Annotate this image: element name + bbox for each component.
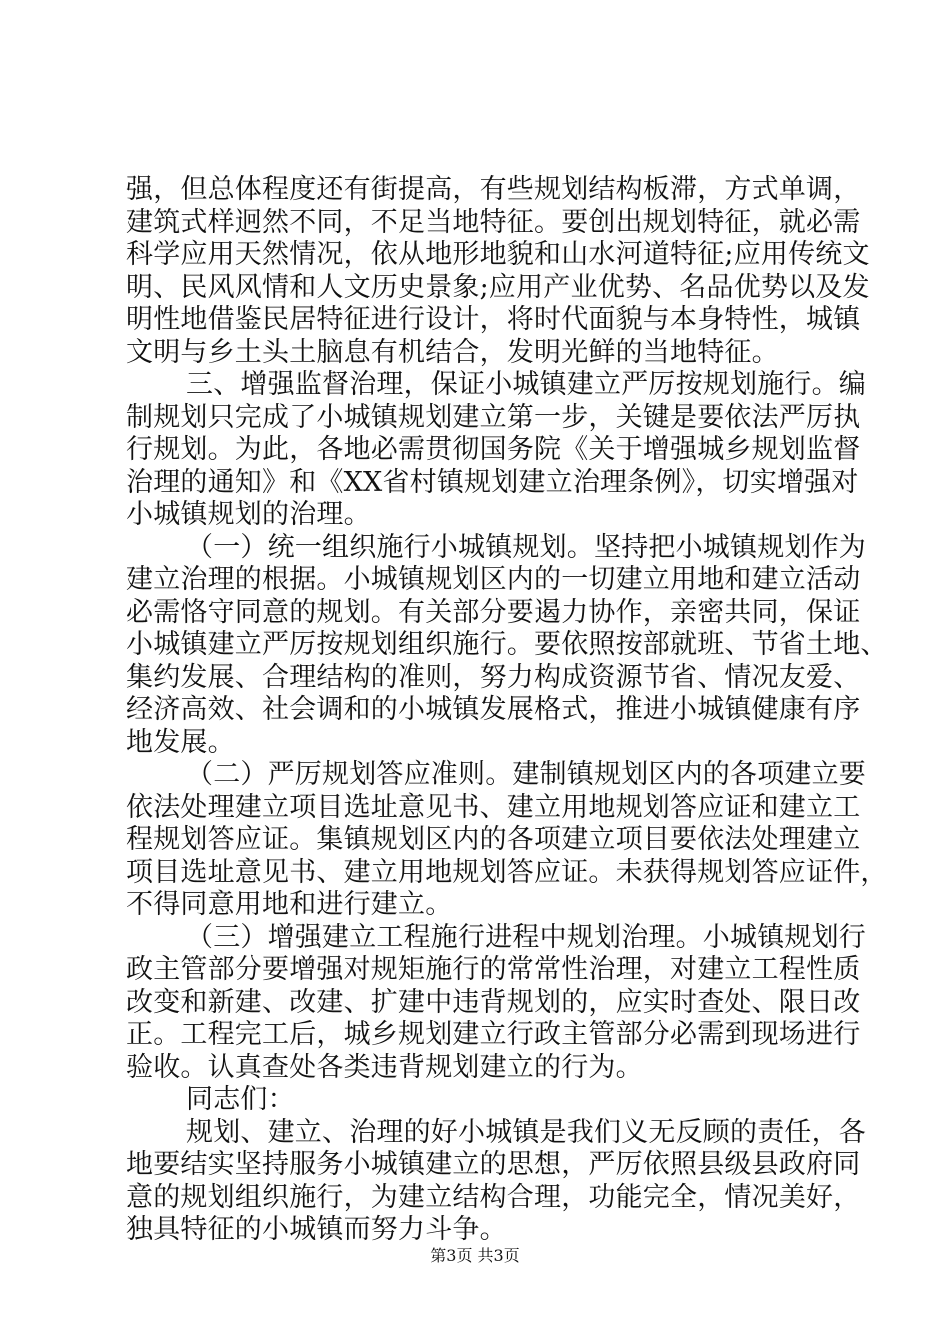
text-line: 规划、建立、治理的好小城镇是我们义无反顾的责任，各 bbox=[186, 1116, 866, 1148]
text-line: 集约发展、合理结构的准则，努力构成资源节省、情况友爱、 bbox=[126, 661, 861, 693]
text-line: 独具特征的小城镇而努力斗争。 bbox=[126, 1214, 507, 1245]
text-line: 文明与乡土头土脑息有机结合，发明光鲜的当地特征。 bbox=[126, 336, 779, 368]
text-line: 依法处理建立项目选址意见书、建立用地规划答应证和建立工 bbox=[126, 791, 861, 823]
salutation-line: 同志们： bbox=[186, 1084, 295, 1115]
subsection-heading-line: （三）增强建立工程施行进程中规划治理。小城镇规划行 bbox=[186, 921, 866, 953]
page-footer bbox=[0, 1243, 950, 1266]
text-line: 项目选址意见书、建立用地规划答应证。未获得规划答应证件， bbox=[126, 856, 888, 888]
text-line: 地发展。 bbox=[126, 726, 235, 758]
text-line: 行规划。为此，各地必需贯彻国务院《关于增强城乡规划监督 bbox=[126, 434, 861, 465]
text-line: 制规划只完成了小城镇规划建立第一步，关键是要依法严厉执 bbox=[126, 401, 861, 433]
text-line: 治理的通知》和《XX省村镇规划建立治理条例》，切实增强对 bbox=[126, 466, 859, 498]
page-number: 第3页 共3页 bbox=[430, 1246, 520, 1265]
text-line: 政主管部分要增强对规矩施行的常常性治理，对建立工程性质 bbox=[126, 954, 861, 985]
text-line: 小城镇建立严厉按规划组织施行。要依照按部就班、节省土地、 bbox=[126, 629, 888, 660]
document-body bbox=[126, 174, 888, 1247]
text-line: 必需恪守同意的规划。有关部分要遏力协作，亲密共同，保证 bbox=[126, 596, 861, 628]
text-line: 明、民风风情和人文历史景象;应用产业优势、名品优势以及发 bbox=[126, 271, 870, 303]
text-line: 程规划答应证。集镇规划区内的各项建立项目要依法处理建立 bbox=[126, 824, 861, 855]
section-heading-line: 三、增强监督治理，保证小城镇建立严厉按规划施行。编 bbox=[186, 369, 866, 400]
text-line: 科学应用天然情况，依从地形地貌和山水河道特征;应用传统文 bbox=[126, 239, 870, 270]
text-line: 不得同意用地和进行建立。 bbox=[126, 889, 453, 920]
text-line: 正。工程完工后，城乡规划建立行政主管部分必需到现场进行 bbox=[126, 1019, 861, 1050]
subsection-heading-line: （一）统一组织施行小城镇规划。坚持把小城镇规划作为 bbox=[186, 531, 866, 563]
text-line: 强，但总体程度还有街提高，有些规划结构板滞，方式单调， bbox=[126, 174, 861, 205]
text-line: 建筑式样迥然不同，不足当地特征。要创出规划特征，就必需 bbox=[126, 206, 861, 238]
text-line: 经济高效、社会调和的小城镇发展格式，推进小城镇健康有序 bbox=[126, 694, 861, 725]
text-line: 改变和新建、改建、扩建中违背规划的，应实时查处、限日改 bbox=[126, 986, 861, 1018]
text-line: 意的规划组织施行，为建立结构合理，功能完全，情况美好， bbox=[126, 1181, 861, 1213]
text-line: 小城镇规划的治理。 bbox=[126, 499, 371, 530]
text-line: 地要结实坚持服务小城镇建立的思想，严厉依照县级县政府同 bbox=[126, 1149, 861, 1180]
text-line: 验收。认真查处各类违背规划建立的行为。 bbox=[126, 1051, 643, 1083]
text-line: 建立治理的根据。小城镇规划区内的一切建立用地和建立活动 bbox=[126, 564, 861, 595]
subsection-heading-line: （二）严厉规划答应准则。建制镇规划区内的各项建立要 bbox=[186, 759, 866, 790]
text-line: 明性地借鉴民居特征进行设计，将时代面貌与本身特性，城镇 bbox=[126, 304, 861, 335]
